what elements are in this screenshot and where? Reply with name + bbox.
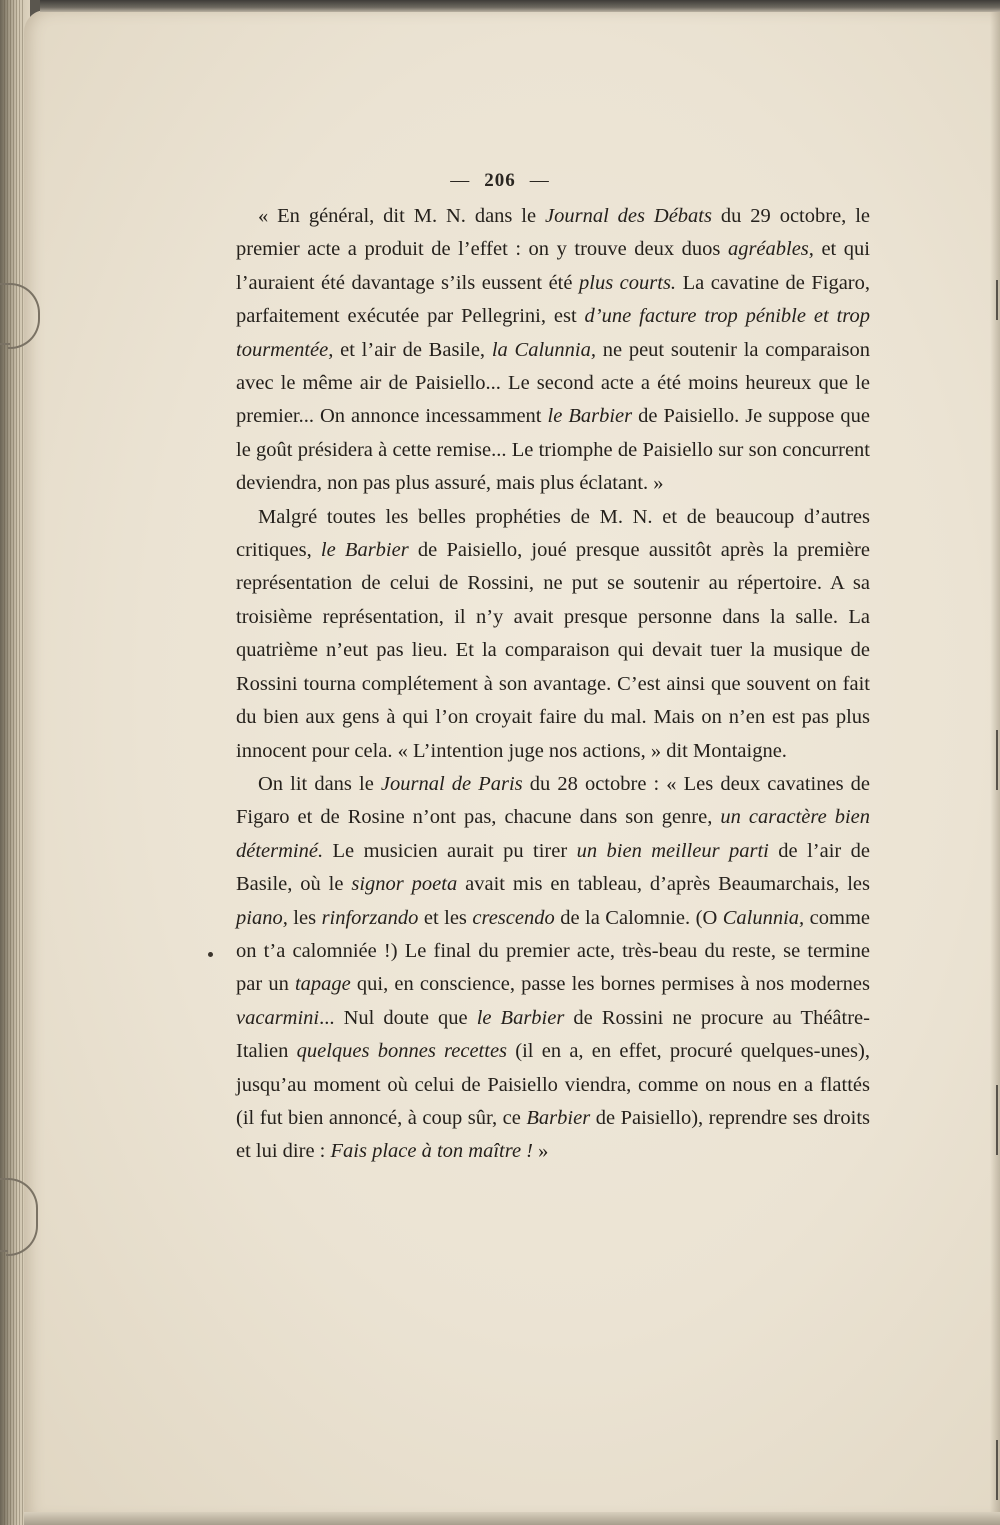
clip-line: [0, 283, 10, 285]
italic-run: le Barbier: [476, 1006, 565, 1029]
italic-run: rinforzando: [321, 906, 419, 929]
text-run: et l’air de Basile,: [333, 338, 492, 361]
text-run: On lit dans le: [258, 772, 381, 795]
right-edge-mark: [996, 280, 998, 320]
page-right-edge: [990, 12, 1000, 1512]
text-run: de Paisiello), reprendre ses droits et lui dire :: [236, 1106, 870, 1163]
page-header: [0, 170, 1000, 192]
italic-run: plus courts.: [579, 271, 677, 294]
text-run: ... Nul doute que: [319, 1006, 477, 1029]
text-run: »: [533, 1140, 549, 1163]
binding-page-edges: [4, 0, 24, 1525]
clip-line: [0, 343, 10, 345]
italic-run: agréables,: [727, 238, 814, 261]
margin-dot: [208, 952, 213, 957]
italic-run: le Barbier: [320, 539, 409, 562]
right-edge-mark: [996, 730, 998, 790]
text-run: qui, en conscience, passe les bornes permises à nos modernes: [350, 973, 870, 996]
text-run: (il en a, en effet, procuré quelques-unes), jusqu’au moment où celui de Paisiello viendra, comme on nous en a flattés (il fut bien annoncé, à coup sûr, ce: [236, 1040, 870, 1129]
italic-run: piano,: [236, 906, 288, 929]
text-run: ne peut soutenir la comparaison avec le même air de Paisiello... Le second acte a été moins heureux que le premier... On annonce incessamment: [236, 338, 870, 428]
italic-run: d’une facture trop pénible et trop tourmentée,: [236, 305, 870, 361]
text-run: de Rossini ne procure au Théâtre-Italien: [236, 1006, 870, 1063]
italic-run: un bien meilleur parti: [576, 839, 769, 862]
clip-line: [0, 1178, 8, 1180]
text-run: du 29 octobre, le premier acte a produit de l’effet : on y trouve deux duos: [236, 205, 870, 261]
italic-run: la Calunnia,: [491, 338, 596, 361]
text-run: de l’air de Basile, où le: [236, 839, 870, 896]
paragraph: [236, 501, 870, 768]
text-run: Malgré toutes les belles prophéties de M. N. et de beaucoup d’autres critiques,: [236, 505, 870, 562]
text-run: de Paisiello, joué presque aussitôt après la première représentation de celui de Rossini, ne put se soutenir au répertoire. A sa troisième représentation, il n’y avait presque personne dans la salle. La quatrième n’eut pas lieu. Et la comparaison qui devait tuer la musique de Rossini tourna complétement à son avantage. C’est ainsi que souvent on fait du bien aux gens à qui l’on croyait faire du mal. Mais on n’en est pas plus innocent pour cela. « L’intention juge nos actions, » dit Montaigne.: [236, 539, 870, 762]
text-run: de la Calomnie. (O: [554, 906, 723, 929]
right-edge-mark: [996, 1440, 998, 1500]
italic-run: Journal de Paris: [380, 772, 523, 795]
text-run: avait mis en tableau, d’après Beaumarchais, les: [457, 873, 870, 896]
text-run: les: [287, 906, 322, 929]
clip-line: [0, 1250, 8, 1252]
paragraph: [236, 200, 870, 501]
text-run: et les: [418, 906, 473, 929]
text-run: de Paisiello. Je suppose que le goût présidera à cette remise... Le triomphe de Paisiello sur son concurrent deviendra, non pas plus assuré, mais plus éclatant. »: [236, 405, 870, 495]
italic-run: Calunnia,: [722, 906, 805, 929]
text-run: La cavatine de Figaro, parfaitement exécutée par Pellegrini, est: [236, 271, 871, 328]
italic-run: quelques bonnes recettes: [296, 1040, 508, 1063]
text-run: « En général, dit M. N. dans le: [258, 205, 545, 227]
text-run: comme on t’a calomniée !) Le final du premier acte, très-beau du reste, se termine par un: [236, 906, 871, 996]
italic-run: crescendo: [472, 906, 555, 929]
header-dash-left: —: [450, 170, 471, 191]
italic-run: Barbier: [526, 1106, 591, 1129]
italic-run: vacarmini: [236, 1006, 320, 1029]
right-edge-mark: [996, 1085, 998, 1155]
paragraph: [236, 768, 870, 1169]
text-run: Le musicien aurait pu tirer: [323, 839, 577, 862]
page-bottom-edge: [24, 1512, 1000, 1525]
text-run: du 28 octobre : « Les deux cavatines de Figaro et de Rosine n’ont pas, chacune dans son genre,: [236, 772, 871, 829]
page-top-edge: [40, 0, 1000, 12]
italic-run: le Barbier: [547, 405, 633, 428]
body-text: [236, 200, 870, 1169]
page-number: 206: [484, 170, 516, 191]
italic-run: tapage: [294, 973, 351, 996]
italic-run: Journal des Débats: [545, 205, 712, 227]
italic-run: un caractère bien déterminé.: [236, 806, 870, 862]
italic-run: Fais place à ton maître !: [330, 1140, 534, 1163]
header-dash-right: —: [529, 170, 550, 191]
text-run: et qui l’auraient été davantage s’ils eussent été: [236, 238, 870, 294]
italic-run: signor poeta: [351, 873, 458, 896]
